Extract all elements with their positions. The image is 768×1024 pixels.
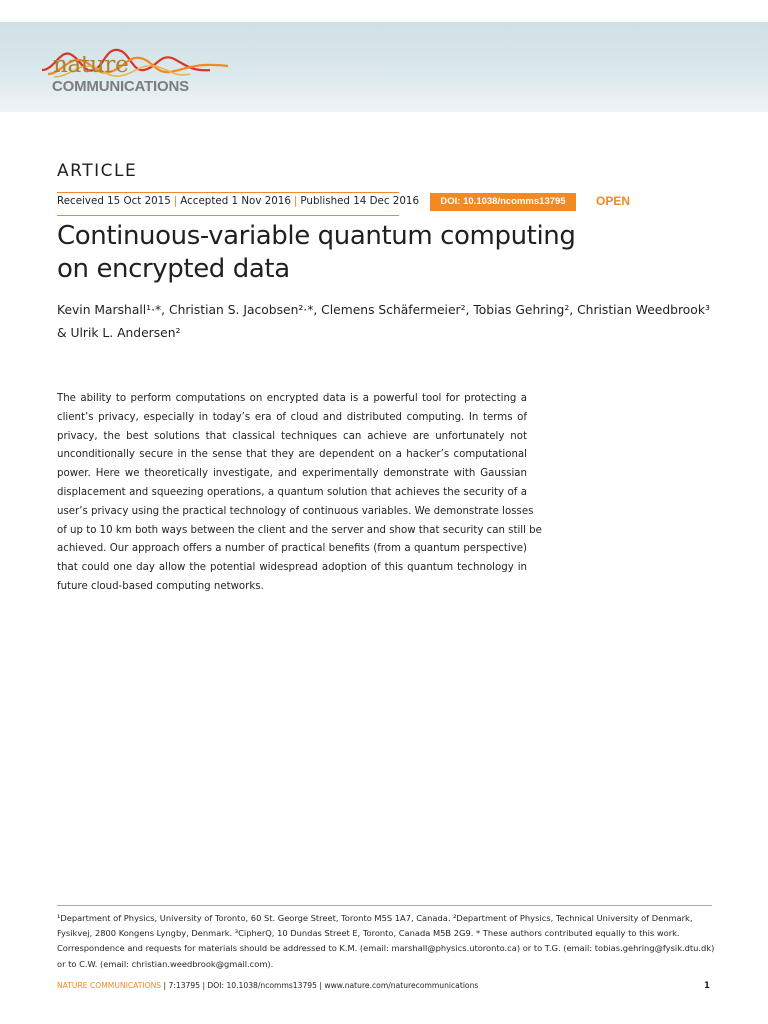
footer-journal-name: NATURE COMMUNICATIONS (57, 981, 162, 990)
accepted-date: Accepted 1 Nov 2016 (180, 195, 291, 207)
journal-header-band (0, 22, 768, 112)
footnote-line: or to C.W. (email: christian.weedbrook@gmail.com). (57, 958, 274, 969)
abstract-line: client’s privacy, especially in today’s era of cloud and distributed computing. In terms of (57, 411, 527, 423)
article-type-label: ARTICLE (57, 161, 138, 181)
abstract-line: of up to 10 km both ways between the client and the server and show that security can still be (57, 524, 542, 536)
abstract-line: future cloud-based computing networks. (57, 580, 264, 592)
abstract-line: The ability to perform computations on encrypted data is a powerful tool for protecting a (57, 393, 527, 404)
footer-citation: | 7:13795 | DOI: 10.1038/ncomms13795 | www.nature.com/naturecommunications (161, 981, 479, 990)
logo-communications-word: COMMUNICATIONS (52, 78, 189, 95)
title-line: Continuous-variable quantum computing (57, 221, 576, 251)
abstract-line: power. Here we theoretically investigate, and experimentally demonstrate with Gaussian (57, 468, 527, 480)
abstract-line: user’s privacy using the practical technology of continuous variables. We demonstrate losses (57, 505, 534, 517)
article-title (57, 220, 677, 286)
page-number: 1 (704, 981, 710, 991)
journal-footer (57, 982, 478, 990)
abstract (57, 390, 542, 597)
article-dates: Received 15 Oct 2015 | Accepted 1 Nov 2016 | Published 14 Dec 2016 (57, 195, 420, 207)
title-line: on encrypted data (57, 254, 290, 284)
author-list (57, 299, 717, 345)
logo-nature-word: nature (53, 52, 129, 78)
abstract-line: privacy, the best solutions that classical techniques can achieve are unfortunately not (57, 430, 527, 442)
footnote-line: ¹Department of Physics, University of Toronto, 60 St. George Street, Toronto M5S 1A7, Canada. ²Department of Physics, Technical University of Denmark, (57, 913, 693, 923)
abstract-line: unconditionally secure in the sense that they are dependent on a hacker’s computational (57, 449, 527, 461)
doi-badge[interactable]: DOI: 10.1038/ncomms13795 (430, 193, 576, 211)
abstract-line: that could one day allow the potential widespread adoption of this quantum technology in (57, 562, 527, 574)
open-access-label: OPEN (596, 194, 631, 208)
received-date: Received 15 Oct 2015 (57, 195, 171, 207)
authors-line: Kevin Marshall¹·*, Christian S. Jacobsen²·*, Clemens Schäfermeier², Tobias Gehring², Christian Weedbrook³ (57, 303, 710, 317)
affiliations-footnotes (57, 911, 715, 972)
published-date: Published 14 Dec 2016 (300, 195, 420, 207)
abstract-line: displacement and squeezing operations, a quantum solution that achieves the security of a (57, 486, 527, 498)
abstract-line: achieved. Our approach offers a number of practical benefits (from a quantum perspective) (57, 543, 527, 555)
footnote-divider (57, 905, 712, 906)
authors-line: & Ulrik L. Andersen² (57, 326, 181, 340)
footnote-line: Correspondence and requests for materials should be addressed to K.M. (email: marshall@physics.utoronto.ca) or to T.G. (email: tobias.gehring@fysik.dtu.dk) (57, 943, 715, 954)
footnote-line: Fysikvej, 2800 Kongens Lyngby, Denmark. ³CipherQ, 10 Dundas Street E, Toronto, Canada M5B 2G9. * These authors contributed equally to this work. (57, 928, 680, 939)
